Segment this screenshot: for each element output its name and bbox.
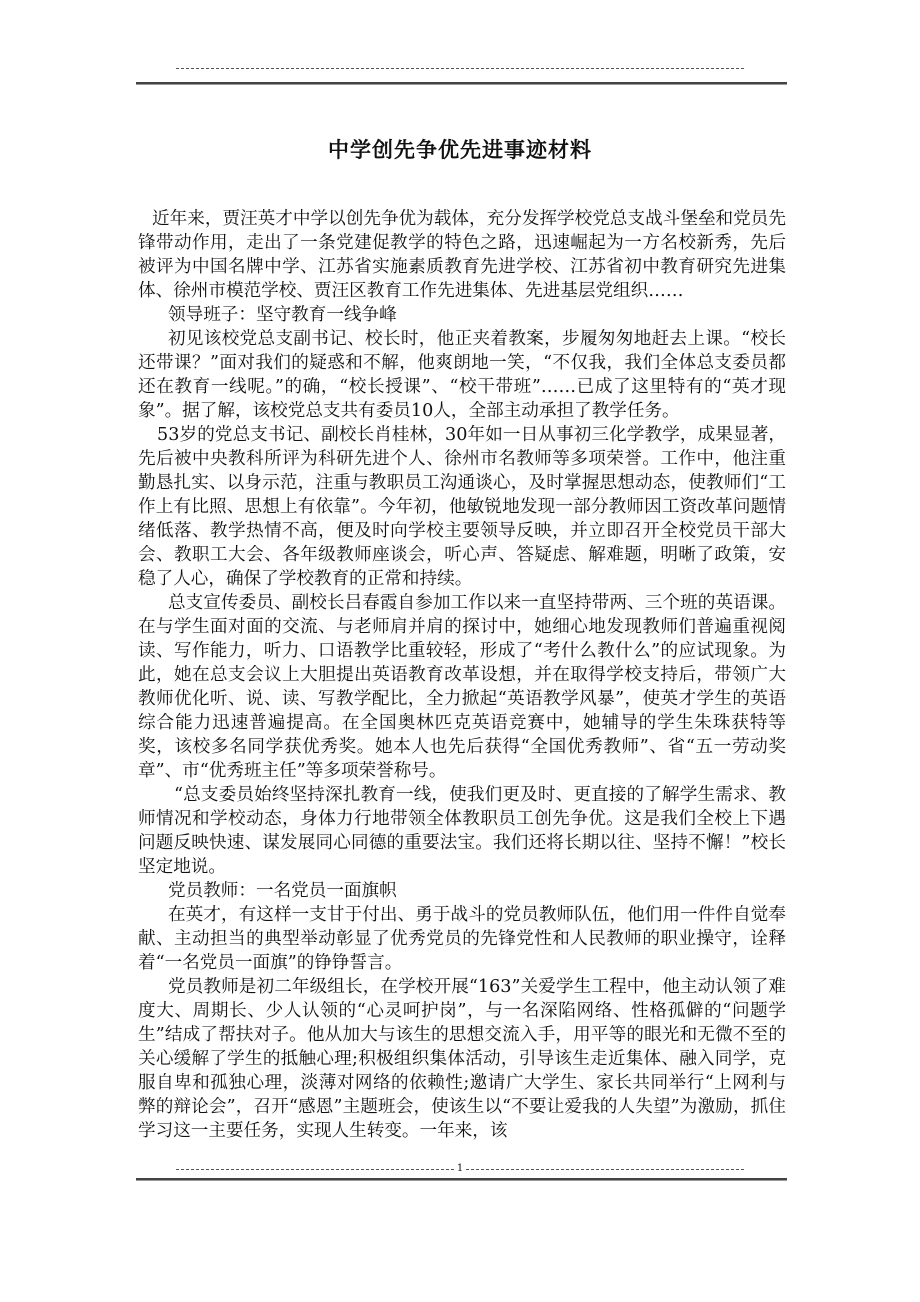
paragraph: 53岁的党总支书记、副校长肖桂林，30年如一日从事初三化学教学，成果显著，先后被中央教科所评为科研先进个人、徐州市名教师等多项荣誉。工作中，他注重勤恳扎实、以身示范，注重与教职员工沟通谈心，及时掌握思想动态，使教师们“工作上有比照、思想上有依靠”。今年初，他敏锐地发现一部分教师因工资改革问题情绪低落、教学热情不高，便及时向学校主要领导反映，并立即召开全校党员干部大会、教职工大会、各年级教师座谈会，听心声、答疑虑、解难题，明晰了政策，安稳了人心，确保了学校教育的正常和持续。: [138, 425, 786, 589]
document-title: 中学创先争优先进事迹材料: [328, 138, 592, 162]
header-dashed-rule: [176, 68, 744, 69]
section-heading-leadership: 领导班子：坚守教育一线争峰: [168, 305, 397, 325]
page-number: 1: [456, 1163, 464, 1174]
paragraph: 总支宣传委员、副校长吕春霞自参加工作以来一直坚持带两、三个班的英语课。在与学生面对面的交流、与老师肩并肩的探讨中，她细心地发现教师们普遍重视阅读、写作能力，听力、口语教学比重较轻，形成了“考什么教什么”的应试现象。为此，她在总支会议上大胆提出英语教育改革设想，并在取得学校支持后，带领广大教师优化听、说、读、写教学配比，全力掀起“英语教学风暴”，使英才学生的英语综合能力迅速普遍提高。在全国奥林匹克英语竞赛中，她辅导的学生朱珠获特等奖，该校多名同学获优秀奖。她本人也先后获得“全国优秀教师”、省“五一劳动奖章”、市“优秀班主任”等多项荣誉称号。: [138, 593, 786, 781]
paragraph: 初见该校党总支副书记、校长时，他正夹着教案，步履匆匆地赶去上课。“校长还带课？”面对我们的疑惑和不解，他爽朗地一笑，“不仅我，我们全体总支委员都还在教育一线呢。”的确，“校长授课”、“校干带班”……已成了这里特有的“英才现象”。据了解，该校党总支共有委员10人，全部主动承担了教学任务。: [138, 329, 786, 421]
paragraph-quote: “总支委员始终坚持深扎教育一线，使我们更及时、更直接的了解学生需求、教师情况和学校动态，身体力行地带领全体教职员工创先争优。这是我们全校上下遇问题反映快速、谋发展同心同德的重要法宝。我们还将长期以往、坚持不懈！”校长坚定地说。: [138, 785, 786, 877]
document-body: [138, 207, 786, 1143]
footer-rule: [136, 1178, 787, 1181]
paragraph: 在英才，有这样一支甘于付出、勇于战斗的党员教师队伍，他们用一件件自觉奉献、主动担当的典型举动彰显了优秀党员的先锋党性和人民教师的职业操守，诠释着“一名党员一面旗”的铮铮誓言。: [138, 905, 786, 973]
section-heading-party-teachers: 党员教师：一名党员一面旗帜: [168, 881, 397, 901]
paragraph-intro: 近年来，贾汪英才中学以创先争优为载体，充分发挥学校党总支战斗堡垒和党员先锋带动作用，走出了一条党建促教学的特色之路，迅速崛起为一方名校新秀，先后被评为中国名牌中学、江苏省实施素质教育先进学校、江苏省初中教育研究先进集体、徐州市模范学校、贾汪区教育工作先进集体、先进基层党组织……: [138, 209, 786, 301]
paragraph: 党员教师是初二年级组长，在学校开展“163”关爱学生工程中，他主动认领了难度大、周期长、少人认领的“心灵呵护岗”，与一名深陷网络、性格孤僻的“问题学生”结成了帮扶对子。他从加大与该生的思想交流入手，用平等的眼光和无微不至的关心缓解了学生的抵触心理;积极组织集体活动，引导该生走近集体、融入同学，克服自卑和孤独心理，淡薄对网络的依赖性;邀请广大学生、家长共同举行“上网利与弊的辩论会”，召开“感恩”主题班会，使该生以“不要让爱我的人失望”为激励，抓住学习这一主要任务，实现人生转变。一年来，该: [138, 977, 786, 1141]
footer: [176, 1164, 744, 1174]
header-rule: [136, 82, 787, 85]
